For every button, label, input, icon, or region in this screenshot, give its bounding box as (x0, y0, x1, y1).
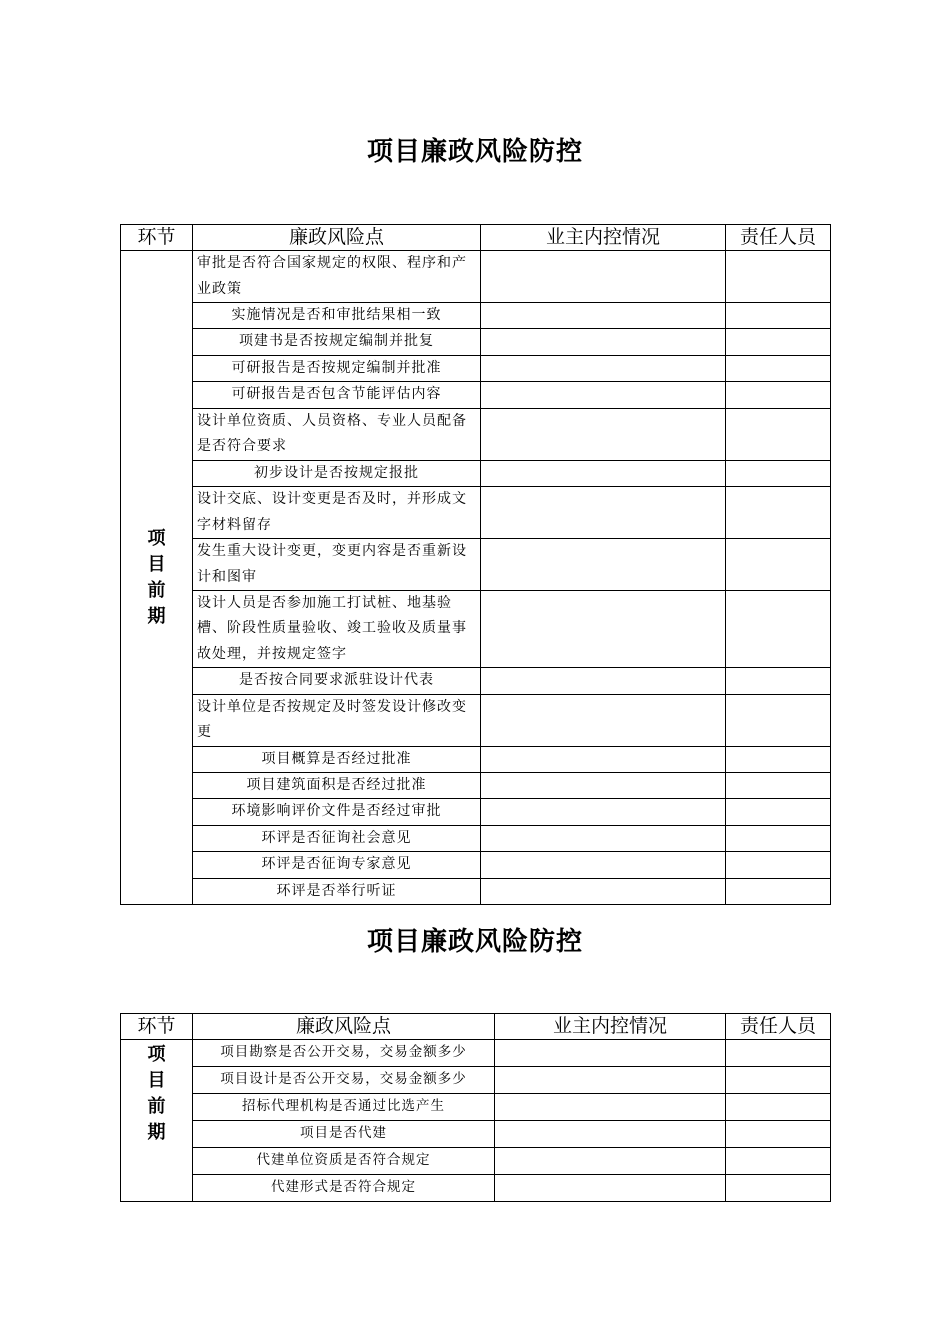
responsible-person-cell[interactable] (726, 460, 831, 486)
stage-char: 前 (147, 579, 166, 601)
table-row (121, 773, 831, 799)
responsible-person-cell[interactable] (726, 487, 831, 539)
internal-control-cell[interactable] (481, 251, 726, 303)
responsible-person-cell[interactable] (726, 329, 831, 355)
table-row (121, 251, 831, 303)
risk-point-cell: 设计人员是否参加施工打试桩、地基验槽、阶段性质量验收、竣工验收及质量事故处理，并按规定签字 (193, 591, 481, 668)
risk-point-cell: 招标代理机构是否通过比选产生 (193, 1094, 495, 1121)
risk-point-cell: 可研报告是否按规定编制并批准 (193, 355, 481, 381)
table-row (121, 825, 831, 851)
table-row (121, 1175, 831, 1202)
risk-point-cell: 项目勘察是否公开交易，交易金额多少 (193, 1040, 495, 1067)
table-row (121, 539, 831, 591)
internal-control-cell[interactable] (495, 1067, 726, 1094)
internal-control-cell[interactable] (481, 591, 726, 668)
responsible-person-cell[interactable] (726, 355, 831, 381)
internal-control-cell[interactable] (481, 382, 726, 408)
stage-cell (121, 251, 193, 905)
risk-point-cell: 发生重大设计变更，变更内容是否重新设计和图审 (193, 539, 481, 591)
table-row (121, 382, 831, 408)
internal-control-cell[interactable] (481, 539, 726, 591)
header-internal-control: 业主内控情况 (495, 1014, 726, 1040)
table-row (121, 668, 831, 694)
stage-char: 前 (147, 1096, 166, 1117)
risk-point-cell: 是否按合同要求派驻设计代表 (193, 668, 481, 694)
risk-point-cell: 环评是否举行听证 (193, 878, 481, 904)
responsible-person-cell[interactable] (726, 251, 831, 303)
table-header-row (121, 1014, 831, 1040)
page-title: 项目廉政风险防控 (366, 927, 583, 957)
header-internal-control: 业主内控情况 (481, 225, 726, 251)
header-stage: 环节 (121, 225, 193, 251)
responsible-person-cell[interactable] (726, 852, 831, 878)
stage-char: 目 (147, 1070, 166, 1091)
risk-point-cell: 初步设计是否按规定报批 (193, 460, 481, 486)
page-title: 项目廉政风险防控 (366, 137, 583, 167)
internal-control-cell[interactable] (495, 1094, 726, 1121)
risk-point-cell: 环评是否征询社会意见 (193, 825, 481, 851)
table-row (121, 1121, 831, 1148)
internal-control-cell[interactable] (481, 329, 726, 355)
risk-point-cell: 项目建筑面积是否经过批准 (193, 773, 481, 799)
stage-char: 期 (147, 1122, 166, 1143)
table-row (121, 878, 831, 904)
internal-control-cell[interactable] (481, 773, 726, 799)
risk-point-cell: 实施情况是否和审批结果相一致 (193, 303, 481, 329)
stage-char: 项 (147, 1044, 166, 1065)
risk-point-cell: 设计单位是否按规定及时签发设计修改变更 (193, 694, 481, 746)
internal-control-cell[interactable] (495, 1121, 726, 1148)
responsible-person-cell[interactable] (726, 1175, 831, 1202)
table-row (121, 460, 831, 486)
table-row (121, 694, 831, 746)
responsible-person-cell[interactable] (726, 878, 831, 904)
table-row (121, 1040, 831, 1067)
internal-control-cell[interactable] (481, 825, 726, 851)
table-row (121, 591, 831, 668)
internal-control-cell[interactable] (481, 799, 726, 825)
responsible-person-cell[interactable] (726, 1121, 831, 1148)
stage-char: 期 (147, 605, 166, 627)
risk-point-cell: 代建单位资质是否符合规定 (193, 1148, 495, 1175)
responsible-person-cell[interactable] (726, 1067, 831, 1094)
internal-control-cell[interactable] (481, 852, 726, 878)
risk-point-cell: 环境影响评价文件是否经过审批 (193, 799, 481, 825)
responsible-person-cell[interactable] (726, 1148, 831, 1175)
internal-control-cell[interactable] (495, 1175, 726, 1202)
table-row (121, 303, 831, 329)
table-row (121, 852, 831, 878)
internal-control-cell[interactable] (481, 746, 726, 772)
table-row (121, 408, 831, 460)
risk-point-cell: 项目设计是否公开交易，交易金额多少 (193, 1067, 495, 1094)
table-row (121, 746, 831, 772)
responsible-person-cell[interactable] (726, 668, 831, 694)
header-risk-point: 廉政风险点 (193, 1014, 495, 1040)
stage-char: 目 (147, 553, 166, 575)
risk-point-cell: 项建书是否按规定编制并批复 (193, 329, 481, 355)
responsible-person-cell[interactable] (726, 591, 831, 668)
risk-point-cell: 环评是否征询专家意见 (193, 852, 481, 878)
internal-control-cell[interactable] (481, 460, 726, 486)
stage-char: 项 (147, 527, 166, 549)
risk-point-cell: 项目是否代建 (193, 1121, 495, 1148)
risk-point-cell: 设计交底、设计变更是否及时，并形成文字材料留存 (193, 487, 481, 539)
risk-control-table (120, 224, 831, 905)
risk-point-cell: 项目概算是否经过批准 (193, 746, 481, 772)
header-stage: 环节 (121, 1014, 193, 1040)
responsible-person-cell[interactable] (726, 539, 831, 591)
header-responsible-person: 责任人员 (726, 1014, 831, 1040)
internal-control-cell[interactable] (481, 303, 726, 329)
responsible-person-cell[interactable] (726, 773, 831, 799)
table-row (121, 1094, 831, 1121)
table-row (121, 355, 831, 381)
responsible-person-cell[interactable] (726, 303, 831, 329)
internal-control-cell[interactable] (495, 1148, 726, 1175)
responsible-person-cell[interactable] (726, 825, 831, 851)
internal-control-cell[interactable] (481, 355, 726, 381)
risk-point-cell: 审批是否符合国家规定的权限、程序和产业政策 (193, 251, 481, 303)
internal-control-cell[interactable] (481, 668, 726, 694)
header-risk-point: 廉政风险点 (193, 225, 481, 251)
internal-control-cell[interactable] (481, 694, 726, 746)
risk-point-cell: 可研报告是否包含节能评估内容 (193, 382, 481, 408)
table-row (121, 1067, 831, 1094)
responsible-person-cell[interactable] (726, 1040, 831, 1067)
internal-control-cell[interactable] (495, 1040, 726, 1067)
responsible-person-cell[interactable] (726, 694, 831, 746)
header-responsible-person: 责任人员 (726, 225, 831, 251)
table-row (121, 799, 831, 825)
risk-point-cell: 代建形式是否符合规定 (193, 1175, 495, 1202)
risk-control-table (120, 1013, 831, 1202)
responsible-person-cell[interactable] (726, 746, 831, 772)
internal-control-cell[interactable] (481, 878, 726, 904)
table-row (121, 1148, 831, 1175)
internal-control-cell[interactable] (481, 408, 726, 460)
table-header-row (121, 225, 831, 251)
responsible-person-cell[interactable] (726, 382, 831, 408)
table-row (121, 487, 831, 539)
risk-point-cell: 设计单位资质、人员资格、专业人员配备是否符合要求 (193, 408, 481, 460)
stage-cell (121, 1040, 193, 1202)
table-row (121, 329, 831, 355)
responsible-person-cell[interactable] (726, 799, 831, 825)
responsible-person-cell[interactable] (726, 408, 831, 460)
responsible-person-cell[interactable] (726, 1094, 831, 1121)
internal-control-cell[interactable] (481, 487, 726, 539)
